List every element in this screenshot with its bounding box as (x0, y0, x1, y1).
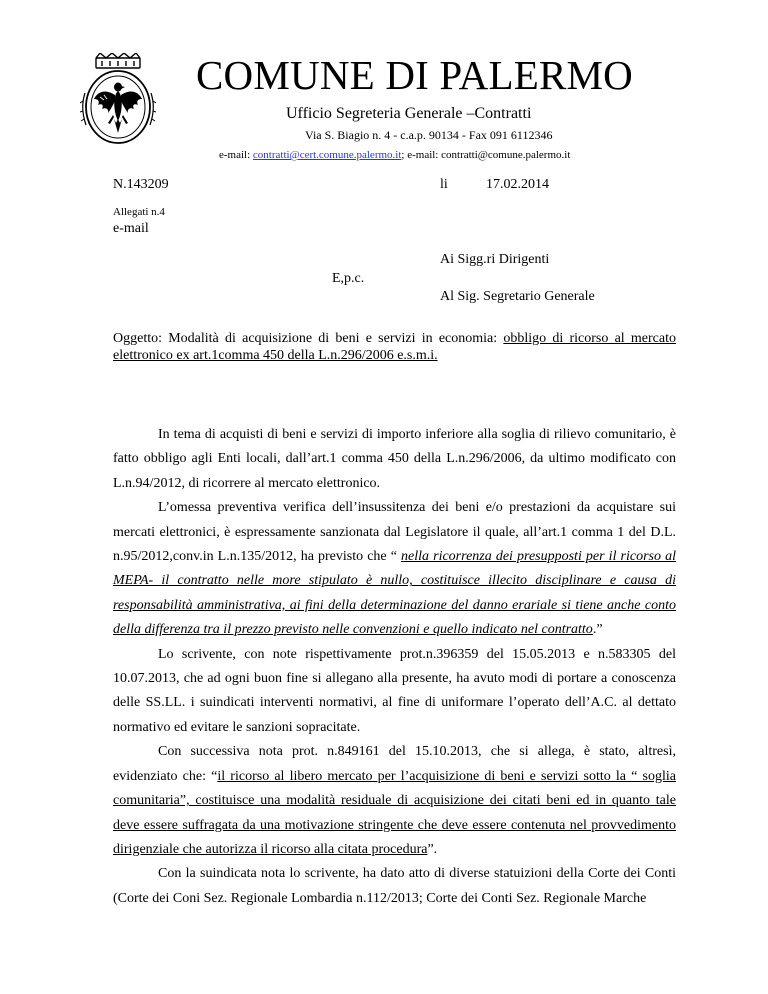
paragraph-2 (113, 496, 676, 642)
protocol-number: N.143209 (113, 177, 169, 192)
paragraph-3: Lo scrivente, con note rispettivamente prot.n.396359 del 15.05.2013 e n.583305 del 10.07.2013, che ad ogni buon fine si allegano alla presente, ha avuto modi di portare a conoscenza delle SS.LL. i suindicati interventi normativi, al fine di uniformare l’operato dell’A.C. al dettato normativo ed evitare le sanzioni sopracitate. (113, 646, 676, 735)
letter-body (113, 423, 676, 911)
subject-underlined: obbligo di ricorso al mercato elettronico ex art.1comma 450 della L.n.296/2006 e.s.m.i. (113, 331, 677, 363)
date-prefix: li (440, 177, 448, 192)
paragraph-2-text: L’omessa preventiva verifica dell’insussitenza dei beni e/o prestazioni da acquistare sui mercati elettronici, è espressamente sanzionata dal Legislatore il quale, all’art.1 comma 1 del D.L. n.95/2012,conv.in L.n.135/2012, ha previsto che “ (113, 500, 676, 565)
paragraph-2-end: .” (592, 622, 603, 638)
recipient-cc: Al Sig. Segretario Generale (440, 289, 595, 304)
paragraph-4-text: Con successiva nota prot. n.849161 del 15.10.2013, che si allega, è stato, altresì, evidenziato che: “ (113, 744, 676, 784)
cc-label: E,p.c. (332, 271, 365, 286)
delivery-channel: e-mail (113, 221, 149, 236)
subject-prefix: Oggetto: Modalità di acquisizione di beni e servizi in economia: (113, 331, 504, 346)
palermo-eagle-crest-icon (80, 53, 156, 145)
subject-line (113, 330, 676, 364)
recipient-primary: Ai Sigg.ri Dirigenti (440, 252, 550, 267)
office-address: Via S. Biagio n. 4 - c.a.p. 90134 - Fax 091 6112346 (305, 128, 553, 142)
office-email: contratti@comune.palermo.it (441, 149, 571, 161)
paragraph-4 (113, 740, 676, 862)
pec-email-link[interactable]: contratti@cert.comune.palermo.it (252, 149, 402, 161)
paragraph-4-quote: il ricorso al libero mercato per l’acquisizione di beni e servizi sotto la “ soglia comunitaria”, costituisce una modalità residuale di acquisizione dei citati beni ed in quanto tale deve essere suffragata da una motivazione stringente che deve essere contenuta nel provvedimento dirigenziale che autorizza il ricorso alla citata procedura (113, 768, 676, 857)
email-label: e-mail: (219, 149, 253, 161)
paragraph-5: Con la suindicata nota lo scrivente, ha dato atto di diverse statuizioni della Corte dei Conti (Corte dei Coni Sez. Regionale Lombardia n.112/2013; Corte dei Conti Sez. Regionale Marche (113, 866, 676, 906)
email-separator: ; e-mail: (401, 149, 442, 161)
office-name: Ufficio Segreteria Generale –Contratti (286, 105, 532, 122)
page-title: COMUNE DI PALERMO (196, 52, 633, 98)
paragraph-2-quote: nella ricorrenza dei presupposti per il ricorso al MEPA- il contratto nelle more stipulato è nullo, costituisce illecito disciplinare e causa di responsabilità amministrativa, ai fini della determinazione del danno erariale si tiene anche conto della differenza tra il prezzo previsto nelle convenzioni e quello indicato nel contratto (113, 549, 676, 638)
attachments-count: Allegati n.4 (113, 206, 165, 218)
paragraph-4-end: ”. (427, 841, 438, 857)
contact-emails (219, 148, 570, 162)
document-date: 17.02.2014 (486, 177, 549, 192)
paragraph-1: In tema di acquisti di beni e servizi di importo inferiore alla soglia di rilievo comunitario, è fatto obbligo agli Enti locali, dall’art.1 comma 450 della L.n.296/2006, da ultimo modificato con L.n.94/2012, di ricorrere al mercato elettronico. (113, 427, 676, 491)
